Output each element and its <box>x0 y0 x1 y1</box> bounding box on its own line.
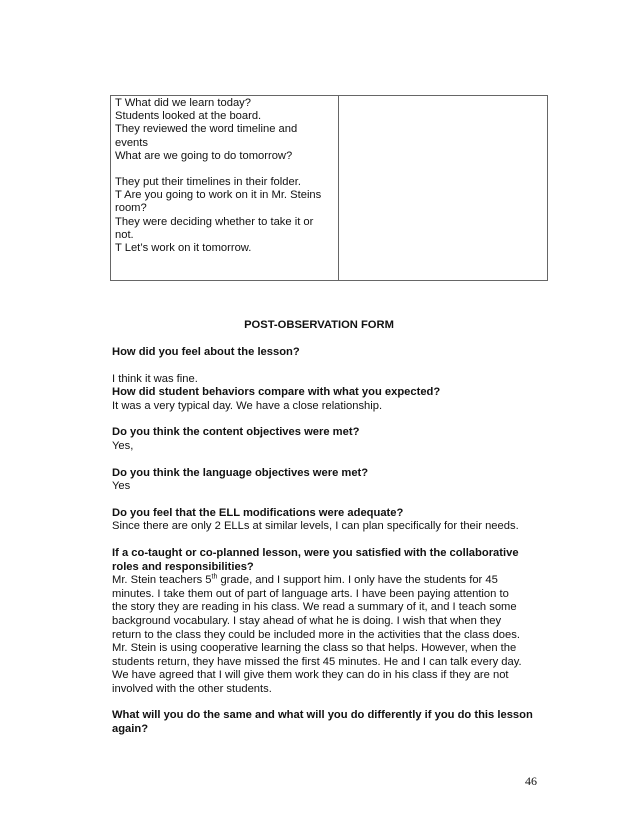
table-line: events <box>115 136 148 149</box>
post-observation-form <box>112 346 552 737</box>
table-line: What are we going to do tomorrow? <box>115 149 293 162</box>
question-6-line-2: roles and responsibilities? <box>112 560 254 573</box>
answer-6-text: grade, and I support him. I only have the students for 45 <box>217 574 498 587</box>
ordinal-suffix: th <box>211 573 218 581</box>
answer-6-line: minutes. I take them out of part of language arts. I have been paying attention to <box>112 587 509 600</box>
form-title: POST-OBSERVATION FORM <box>244 319 394 331</box>
question-7-line-1: What will you do the same and what will you do differently if you do this lesson <box>112 709 533 722</box>
table-line: They put their timelines in their folder. <box>115 176 301 189</box>
spacer <box>115 163 334 176</box>
spacer <box>112 696 552 709</box>
answer-6-text: Mr. Stein teachers 5 <box>112 574 212 587</box>
question-2: How did student behaviors compare with what you expected? <box>112 386 441 399</box>
observation-table <box>110 95 548 281</box>
question-7-line-2: again? <box>112 723 149 736</box>
table-line: They reviewed the word timeline and <box>115 123 298 136</box>
question-1: How did you feel about the lesson? <box>112 346 300 358</box>
spacer <box>112 360 552 373</box>
answer-6-line: return to the class they could be included more in the activities that the class does. <box>112 628 520 641</box>
answer-6-line-1 <box>112 574 552 588</box>
answer-1: I think it was fine. <box>112 372 198 385</box>
answer-6-line: students return, they have missed the first 45 minutes. He and I can talk every day. <box>112 655 522 668</box>
answer-6-line: involved with the other students. <box>112 682 272 695</box>
question-4: Do you think the language objectives were met? <box>112 466 369 479</box>
answer-5: Since there are only 2 ELLs at similar levels, I can plan specifically for their needs. <box>112 520 519 533</box>
table-line: Students looked at the board. <box>115 110 262 123</box>
question-6-line-1: If a co-taught or co-planned lesson, were you satisfied with the collaborative <box>112 546 519 559</box>
answer-3: Yes, <box>112 439 134 452</box>
answer-6-line: the story they are reading in his class. We read a summary of it, and I teach some <box>112 601 517 614</box>
spacer <box>112 454 552 467</box>
answer-6-line: We have agreed that I will give them work they can do in his class if they are not <box>112 669 509 682</box>
table-line: room? <box>115 202 147 215</box>
table-line: T Are you going to work on it in Mr. Steins <box>115 189 322 202</box>
table-line: They were deciding whether to take it or <box>115 215 314 228</box>
question-3: Do you think the content objectives were met? <box>112 426 360 439</box>
table-line: not. <box>115 228 134 241</box>
table-line: T What did we learn today? <box>115 97 251 109</box>
table-cell-left <box>111 96 339 280</box>
answer-4: Yes <box>112 480 131 493</box>
spacer <box>112 494 552 507</box>
answer-6-line: background vocabulary. I stay ahead of what he is doing. I wish that when they <box>112 614 502 627</box>
question-5: Do you feel that the ELL modifications were adequate? <box>112 506 404 519</box>
answer-6-line: Mr. Stein is using cooperative learning the class so that helps. However, when the <box>112 642 517 655</box>
table-cell-right <box>339 96 547 280</box>
page-number: 46 <box>525 774 537 788</box>
spacer <box>112 413 552 426</box>
answer-2: It was a very typical day. We have a close relationship. <box>112 399 383 412</box>
spacer <box>112 534 552 547</box>
table-line: T Let’s work on it tomorrow. <box>115 242 252 255</box>
